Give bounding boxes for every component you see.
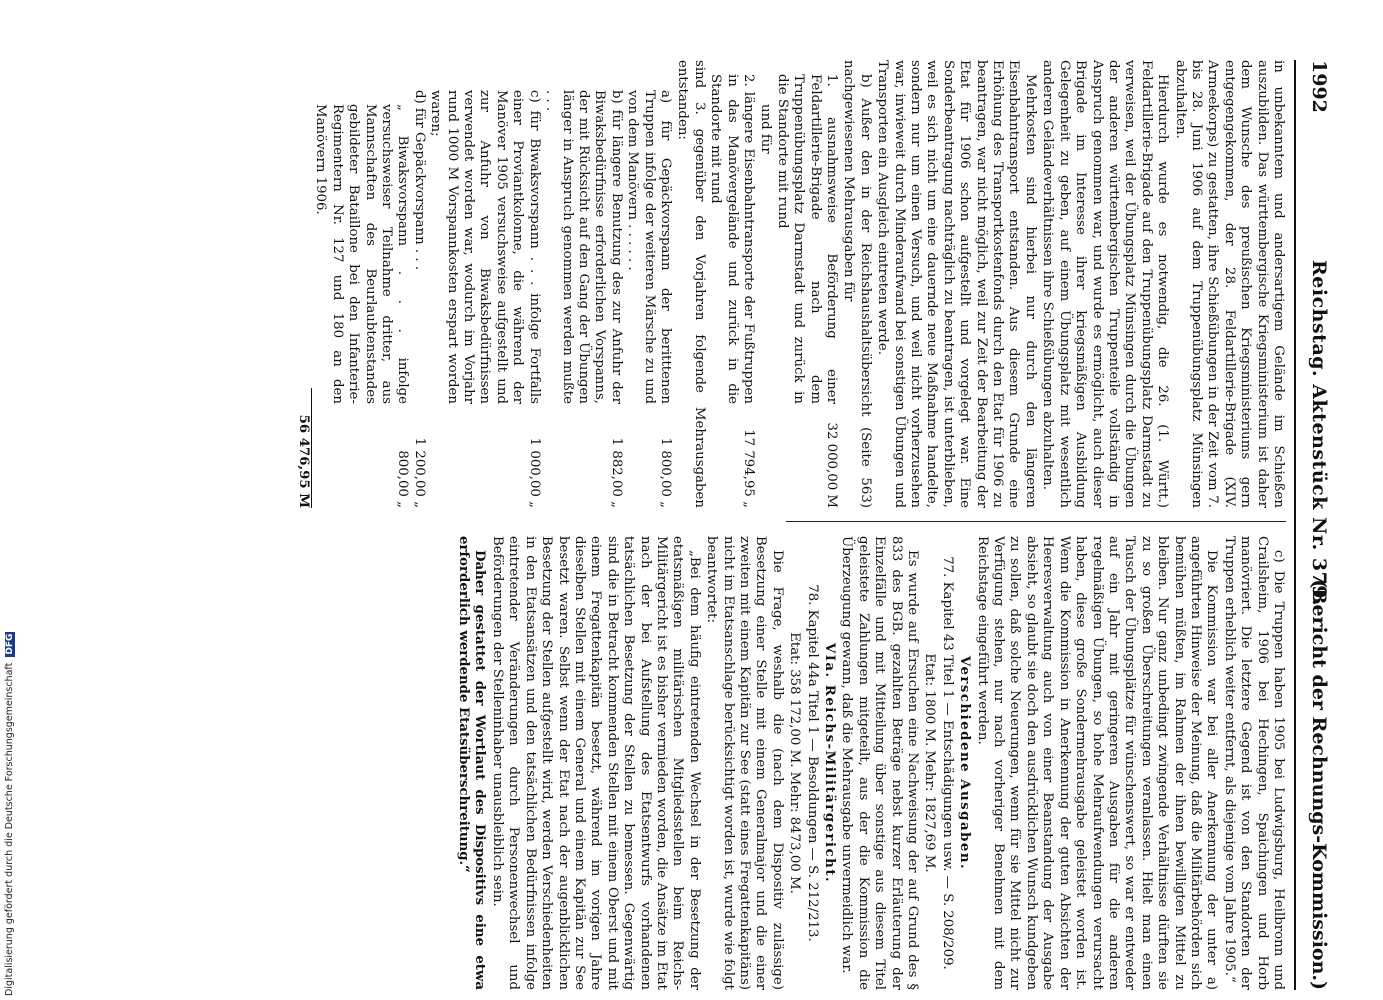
right-paragraph: Die Kommission war bei aller Anerkennung der unter a) angeführten Hinweise der Meinung, daß die Militärbehörden sich bemühen müßten, im Rahmen der ihnen bewilligten Mittel zu bleiben. Nur ganz unbedingt zwingende Verhältnisse dürften sie zu so großen Überschreitungen veranlassen. Hielt man einen Tausch der Übungsplätze für wünschenswert, so war er entweder auf ein Jahr mit geringeren Ausgaben für die anderen regelmäßigen Übungen, so hohe Mehraufwendungen verursacht haben, diese große Sondermehrausgabe geleistet worden ist. Wenn die Kommission in Anerkennung der guten Absichten der Heeresverwaltung auch von einer Beanstandung der Ausgabe absieht, so glaubt sie doch den ausdrücklichen Wunsch kundgeben zu sollen, daß solche Neuerungen, wenn für sie Mittel nicht zur Verfügung stehen, nur nach vorheriger Benehmen mit dem Reichstage eingeführt werden. [974, 536, 1220, 990]
expense-text: a) für Gepäckvorspann der beritttenen Truppen infolge der weiteren Märsche zu und von dem Manövern . . . . . . [625, 90, 673, 404]
expense-total: 56 476,95 M [295, 388, 312, 508]
header-rule [1294, 60, 1296, 990]
expense-text: 2. längere Eisenbahntransporte der Fußtruppen in das Manövergelände und zurück in die Standorte mit rund [708, 74, 756, 404]
expense-text: b) für längere Benutzung des zur Anfuhr der Biwaksbedürfnisse erforderlichen Vorspanns, der mit Rücksicht auf den Gang der Übungen länger in Anspruch genommen werden mußte . . . [543, 90, 624, 404]
left-paragraph: Hierdurch wurde es notwendig, die 26. (1. Württ.) Feldartillerie-Brigade auf den Truppenübungsplatz Darmstadt zu verweisen, weil der Übungsplatz Münsingen durch die Übungen der anderen württembergischen Truppenteile vollständig in Anspruch genommen war, und wurde es ermöglicht, auch dieser Brigade im Interesse ihrer kriegsmäßigen Ausbildung Gelegenheit zu geben, auf einem Übungsplatz mit wesentlich anderen Geländeverhältnissen ihre Schießübungen abzuhalten. [1040, 60, 1171, 508]
expense-value: 1 800,00 „ [657, 437, 673, 508]
expense-value: 1 882,00 „ [608, 437, 624, 508]
digitization-text: Digitalisierung gefördert durch die Deutsche Forschungsgemeinschaft [4, 662, 15, 996]
left-paragraph: Mehrkosten sind hierbei nur durch den längeren Eisenbahntransport entstanden. Aus diesem Grunde eine Erhöhung des Transportkostenfonds durch den Etat für 1906 zu beantragen, war nicht möglich, weil zur Zeit der Bearbeitung der Etat für 1906 schon aufgestellt und vorgelegt war. Eine Sonderbeantragung nachträglich zu beantragen, ist unterblieben, weil es sich nicht um eine dauernde neue Maßnahme handelte, sondern nur um einen Versuch, und weil nicht vorherzusehen war, inwieweit durch Minderaufwand bei sonstigen Übungen und Transporten ein Ausgleich eintreten werde. [875, 60, 1038, 508]
dfg-logo: DFG [5, 633, 15, 655]
expense-item [410, 60, 426, 508]
page-subtitle: (Bericht der Rechnungs-Kommission.) [1308, 579, 1330, 990]
section-heading: VIa. Reichs-Militärgericht. [822, 642, 838, 884]
left-paragraph: in unbekanntem und andersartigem Gelände im Schießen auszubilden. Das württembergische Kriegsministerium ist daher dem Wunsche des preußischen Kriegsministeriums gern entgegengekommen, der 28. Feldartillerie-Brigade (XIV. Armeekorps) zu gestatten, ihre Schießübungen in der Zeit vom 7. bis 28. Juni 1906 auf dem Truppenübungsplatz Münsingen abzuhalten. [1172, 60, 1286, 508]
expense-text: d) für Gepäckvorspann . . . [411, 90, 427, 271]
digitization-note [4, 632, 15, 996]
page-title: Reichstag. Aktenstück Nr. 379. [1308, 260, 1330, 607]
column-divider [786, 521, 1286, 522]
expense-value: 32 000,00 M [824, 422, 840, 508]
left-paragraph: und für [758, 104, 774, 154]
right-paragraph: Die Frage, weshalb die (nach dem Dispositiv zulässige) Besetzung einer Stelle mit einem Generalmajor und die einer zweiten mit einem Kapitän zur See (statt eines Fregattenkapitäns) nicht im Etatsanschlage berücksichtigt worden ist, wurde wie folgt beantwortet: [704, 536, 785, 990]
expense-value: 800,00 „ [395, 450, 411, 508]
section-chapter-line: 78. Kapitel 44a Titel 1 — Besoldungen — S. 212/213. [804, 584, 820, 942]
expense-item [427, 60, 542, 508]
expense-text: c) für Biwaksvorspann . . . infolge Fortfalls einer Proviantkolonne, die während der Manöver 1905 versuchsweise aufgestellt und zur Anfuhr von Biwaksbedürfnissen verwendet worden war, wodurch im Vorjahr rund 1000 M Vorspannkosten erspart worden waren; [428, 90, 542, 404]
expense-text: „ Biwaksvorspann . . . infolge versuchsweiser Teilnahme dritter, aus Mannschaften des Beurlaubtenstandes gebildeter Bataillone bei den Infanterie-Regimentern Nr. 127 und 180 an den Manövern 1906. [313, 104, 411, 404]
page-number: 1992 [1308, 60, 1330, 113]
section-heading: Verschiedene Ausgaben. [957, 655, 973, 871]
expense-item [773, 60, 839, 508]
expense-value: 1 200,00 „ [411, 437, 427, 508]
expense-text: 1. ausnahmsweise Beförderung einer Feldartillerie-Brigade nach dem Truppenübungsplatz Darmstadt und zurück in die Standorte mit rund [774, 74, 840, 404]
left-paragraph: b) Außer den in der Reichshaushaltsübersicht (Seite 563) nachgewiesenen Mehrausgaben für [841, 60, 873, 508]
right-paragraph: Es wurde auf Ersuchen eine Nachweisung der auf Grund des § 833 des BGB. gezahlten Beträge nebst kurzer Erläuterung der Einzelfälle und mit Mitteilung über sonstige aus diesem Titel geleistete Zahlungen mitgeteilt, aus der die Kommission die Überzeugung gewann, daß die Mehrausgabe unvermeidlich war. [839, 536, 921, 990]
right-paragraph: Daher gestattet der Wortlaut des Dispositivs eine etwa erforderlich werdende Etatsüberschreitung.“ [456, 536, 488, 990]
right-column [454, 536, 1286, 990]
section-chapter-line: 77. Kapitel 43 Titel 1 — Entschädigungen usw. — S. 208/209. [939, 556, 955, 970]
expense-item [624, 60, 673, 508]
expense-item [707, 60, 756, 508]
expense-value: 17 794,95 „ [741, 429, 756, 508]
page-header [1300, 60, 1330, 990]
section-etat-line: Etat: 358 172,00 M. Mehr: 8473,00 M. [787, 632, 803, 894]
right-paragraph: c) Die Truppen haben 1905 bei Ludwigsburg, Heilbronn und Crailsheim, 1906 bei Hechingen, Spaichingen und Horb manövriert. Die letztere Gegend ist von den Standorten der Truppen erheblich weiter entfernt, als diejenige vom Jahre 1905.“ [1221, 536, 1286, 990]
rotated-document-page [50, 60, 1330, 990]
right-paragraph: „Bei dem häufig eintretenden Wechsel in der Besetzung der etatsmäßigen militärischen Mitgliedsstellen beim Reichs-Militärgericht ist es bisher vermieden worden, die Ansätze im Etat nach der bei Aufstellung des Etatsentwurfs vorhandenen tatsächlichen Besetzung der Stellen zu bemessen. Gegenwärtig sind die in Betracht kommenden Stellen mit einem Oberst und mit einem Fregattenkapitän besetzt, während im vorigen Jahre dieselben Stellen mit einem General und einem Kapitän zur See besetzt waren. Selbst wenn der Etat nach der augenblicklichen Besetzung der Stellen aufgestellt wird, werden Verschiedenheiten in den Etatsansätzen und den tatsächlichen Bedürfnissen infolge eintretender Veränderungen durch Personenwechsel und Beförderungen der Stelleninhaber unausbleiblich sein. [489, 536, 702, 990]
left-paragraph: sind 3. gegenüber den Vorjahren folgende Mehrausgaben entstanden: [675, 60, 707, 508]
left-column [295, 60, 1286, 508]
expense-item [312, 60, 410, 508]
expense-item [542, 60, 624, 508]
section-etat-line: Etat: 1800 M. Mehr: 1827,69 M. [922, 653, 938, 873]
expense-value: 1 000,00 „ [526, 437, 542, 508]
